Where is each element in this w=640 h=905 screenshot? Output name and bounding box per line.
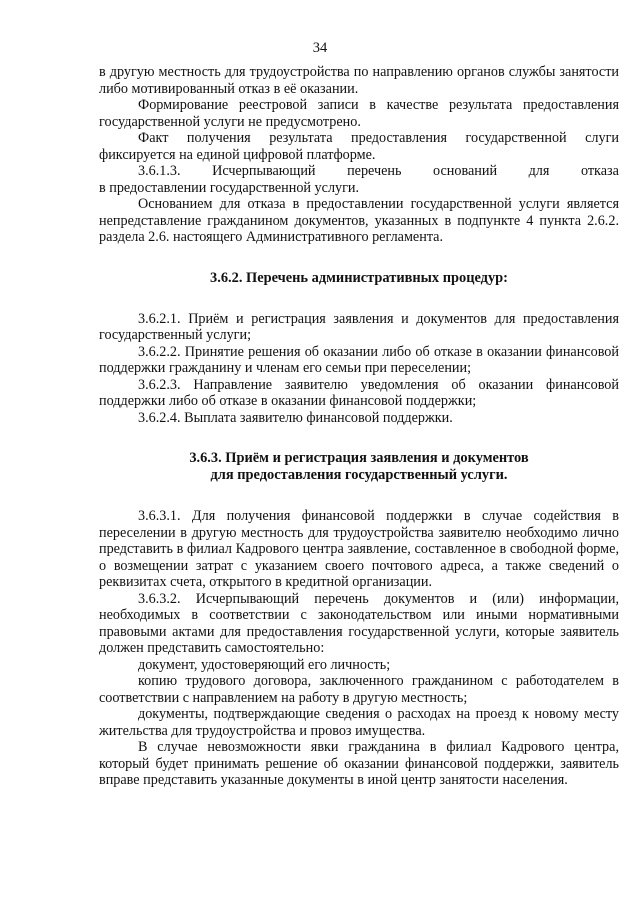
word: 3.6.1.3. bbox=[138, 163, 181, 179]
paragraph: копию трудового договора, заключенного гражданином с работодателем в соответствии с направлением на работу в другую местность; bbox=[99, 673, 619, 706]
list-item: 3.6.2.2. Принятие решения об оказании либо об отказе в оказании финансовой поддержки гражданину и членам его семьи при переселении; bbox=[99, 343, 619, 376]
section-heading-line: 3.6.3. Приём и регистрация заявления и документов bbox=[189, 450, 529, 466]
paragraph: 3.6.3.2. Исчерпывающий перечень документов и (или) информации, необходимых в соответствии с законодательством или иными нормативными правовыми актами для предоставления государственной услуги, которые заявитель должен представить самостоятельно: bbox=[99, 590, 619, 656]
section-heading-3-6-2: 3.6.2. Перечень административных процедур: bbox=[210, 269, 508, 286]
page-number: 34 bbox=[312, 40, 328, 56]
paragraph: 3.6.3.1. Для получения финансовой поддержки в случае содействия в переселении в другую местность для трудоустройства заявителю необходимо лично представить в филиал Кадрового центра заявление, составленное в свободной форме, о возмещении затрат с указанием своего почтового адреса, а также сведений о реквизитах счета, открытого в кредитной организации. bbox=[99, 508, 619, 590]
paragraph: Основанием для отказа в предоставлении государственной услуги является непредставление гражданином документов, указанных в подпункте 4 пункта 2.6.2. раздела 2.6. настоящего Административного регламента. bbox=[99, 196, 619, 245]
section-heading-3-6-3 bbox=[99, 450, 619, 484]
section-heading-line: для предоставления государственный услуги. bbox=[210, 467, 508, 483]
paragraph: В случае невозможности явки гражданина в филиал Кадрового центра, который будет принимать решение об оказании финансовой поддержки, заявитель вправе представить указанные документы в иной центр занятости населения. bbox=[99, 739, 619, 788]
paragraph: документы, подтверждающие сведения о расходах на проезд к новому месту жительства для трудоустройства и провоз имущества. bbox=[99, 706, 619, 739]
paragraph: Факт получения результата предоставления государственной слуги фиксируется на единой цифровой платформе. bbox=[99, 130, 619, 163]
list-item: 3.6.2.1. Приём и регистрация заявления и документов для предоставления государственный услуги; bbox=[99, 310, 619, 343]
word: оснований bbox=[433, 163, 498, 179]
paragraph: в предоставлении государственной услуги. bbox=[99, 179, 360, 196]
document-body bbox=[99, 64, 619, 789]
paragraph: документ, удостоверяющий его личность; bbox=[138, 656, 391, 673]
paragraph: в другую местность для трудоустройства по направлению органов службы занятости либо мотивированный отказ в её оказании. bbox=[99, 64, 619, 97]
paragraph-3-6-1-3-first-line bbox=[99, 163, 619, 180]
word: Исчерпывающий bbox=[212, 163, 316, 179]
paragraph: Формирование реестровой записи в качестве результата предоставления государственной услуги не предусмотрено. bbox=[99, 97, 619, 130]
word: перечень bbox=[347, 163, 402, 179]
list-item: 3.6.2.4. Выплата заявителю финансовой поддержки. bbox=[138, 409, 453, 426]
word: отказа bbox=[580, 163, 619, 179]
word: для bbox=[528, 163, 550, 179]
list-item: 3.6.2.3. Направление заявителю уведомления об оказании финансовой поддержки либо об отказе в оказании финансовой поддержки; bbox=[99, 376, 619, 409]
